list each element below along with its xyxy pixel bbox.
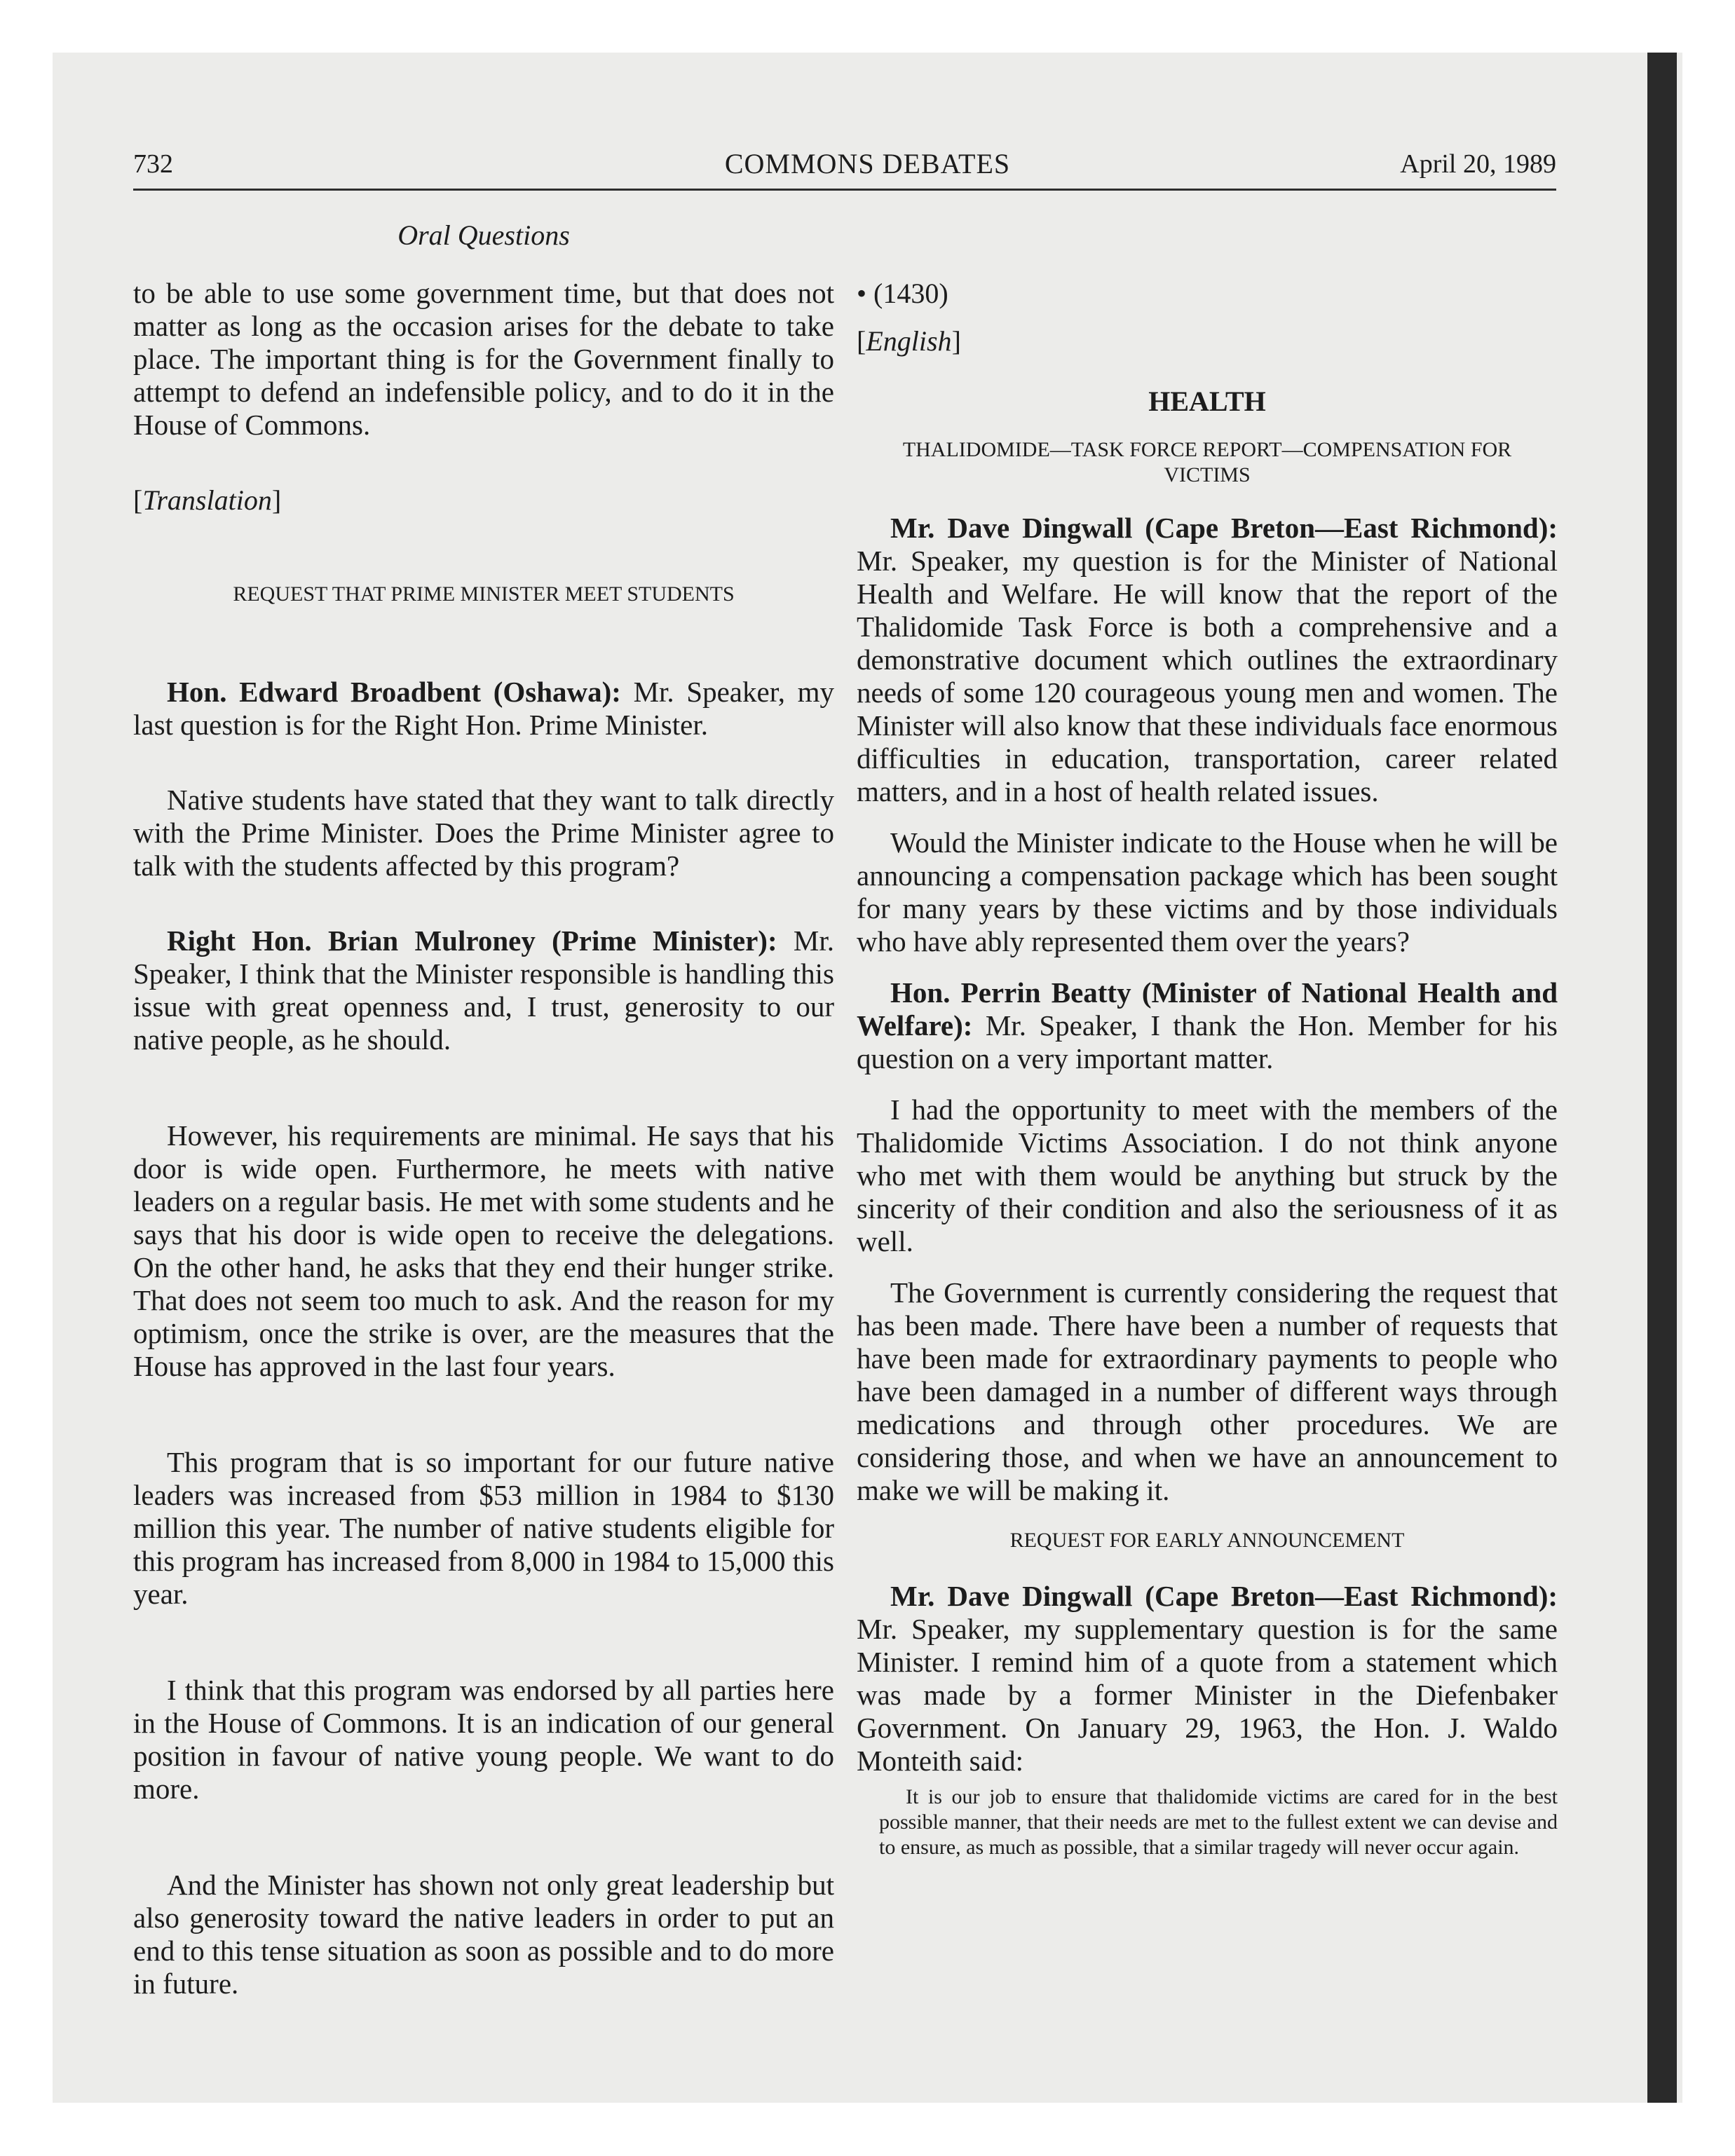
translation-tag-text: Translation bbox=[142, 484, 272, 516]
left-paragraph-6: This program that is so important for our future native leaders was increased from $53 million in 1984 to $130 million this year. The number of native students eligible for this program has increased from 8,000 in 1984 to 15,000 this year. bbox=[133, 1446, 834, 1610]
beatty-text: Mr. Speaker, I thank the Hon. Member for his question on a very important matter. bbox=[857, 1009, 1558, 1074]
speaker-dingwall-2: Mr. Dave Dingwall (Cape Breton—East Richmond): bbox=[890, 1580, 1558, 1612]
scan-edge bbox=[1647, 53, 1677, 2103]
left-paragraph-5: However, his requirements are minimal. He says that his door is wide open. Furthermore, he meets with native leaders on a regular basis. He met with some students and he says that his door is wide open to receive the delegations. On the other hand, he asks that they end their hunger strike. That does not seem too much to ask. And the reason for my optimism, once the strike is over, are the measures that the House has approved in the last four years. bbox=[133, 1119, 834, 1382]
heading-health: HEALTH bbox=[1148, 386, 1266, 417]
right-paragraph-dingwall-2 bbox=[857, 1580, 1558, 1778]
left-paragraph-3: Native students have stated that they want to talk directly with the Prime Minister. Does the Prime Minister agree to talk with the students affected by this program? bbox=[133, 784, 834, 882]
journal-title: COMMONS DEBATES bbox=[724, 148, 1011, 179]
speaker-dingwall: Mr. Dave Dingwall (Cape Breton—East Richmond): bbox=[890, 512, 1558, 544]
mulroney-text: Mr. Speaker, I think that the Minister responsible is handling this issue with great openness and, I trust, generosity to our native people, as he should. bbox=[133, 925, 834, 1056]
broadbent-text: Mr. Speaker, my last question is for the Right Hon. Prime Minister. bbox=[133, 676, 834, 741]
heading-request-meet-students: REQUEST THAT PRIME MINISTER MEET STUDENTS bbox=[233, 582, 735, 606]
right-column bbox=[857, 277, 1558, 1860]
left-paragraph-8: And the Minister has shown not only great leadership but also generosity toward the native leaders in order to put an end to this tense situation as soon as possible and to do more in future. bbox=[133, 1869, 834, 2000]
speaker-mulroney: Right Hon. Brian Mulroney (Prime Minister): bbox=[167, 925, 777, 957]
heading-early-announcement: REQUEST FOR EARLY ANNOUNCEMENT bbox=[1009, 1529, 1405, 1552]
right-paragraph-beatty bbox=[857, 976, 1558, 1075]
speaker-beatty: Hon. Perrin Beatty (Minister of National Health and Welfare): bbox=[857, 976, 1558, 1042]
page-number: 732 bbox=[133, 149, 173, 179]
subheading-thalidomide: THALIDOMIDE—TASK FORCE REPORT—COMPENSATION FOR VICTIMS bbox=[902, 438, 1512, 486]
right-paragraph-5: The Government is currently considering the request that has been made. There have been a number of requests that have been made for extraordinary payments to people who have been damaged in a number of different ways through medications and through other procedures. We are considering those, and when we have an announcement to make we will be making it. bbox=[857, 1276, 1558, 1506]
time-marker: • (1430) bbox=[857, 278, 948, 309]
page-date: April 20, 1989 bbox=[1400, 149, 1556, 179]
dingwall-text-1: Mr. Speaker, my question is for the Minister of National Health and Welfare. He will know that the report of the Thalidomide Task Force is both a comprehensive and a demonstrative document which outlines the extraordinary needs of some 120 courageous young men and women. The Minister will also know that these individuals face enormous difficulties in education, transportation, career related matters, and in a host of health related issues. bbox=[857, 545, 1558, 807]
english-tag: [English] bbox=[857, 325, 961, 357]
header-rule bbox=[133, 189, 1556, 191]
quote-monteith: It is our job to ensure that thalidomide victims are cared for in the best possible manner, that their needs are met to the fullest extent we can devise and to ensure, as much as possible, that a similar tragedy will never occur again. bbox=[879, 1785, 1558, 1859]
left-column bbox=[133, 277, 834, 2000]
dingwall-text-2: Mr. Speaker, my supplementary question is for the same Minister. I remind him of a quote from a statement which was made by a former Minister in the Diefenbaker Government. On January 29, 1963, the Hon. J. Waldo Monteith said: bbox=[857, 1613, 1558, 1777]
left-paragraph-7: I think that this program was endorsed by all parties here in the House of Commons. It is an indication of our general position in favour of native young people. We want to do more. bbox=[133, 1674, 834, 1805]
left-paragraph-mulroney bbox=[133, 925, 834, 1056]
left-paragraph-1: to be able to use some government time, but that does not matter as long as the occasion arises for the debate to take place. The important thing is for the Government finally to attempt to defend an indefensible policy, and to do it in the House of Commons. bbox=[133, 277, 834, 441]
right-paragraph-dingwall-1 bbox=[857, 512, 1558, 808]
translation-tag: [Translation] bbox=[133, 484, 282, 516]
english-tag-text: English bbox=[866, 325, 952, 357]
right-paragraph-2: Would the Minister indicate to the House when he will be announcing a compensation package which has been sought for many years by these victims and by those individuals who have ably represented them over the years? bbox=[857, 826, 1558, 957]
speaker-broadbent: Hon. Edward Broadbent (Oshawa): bbox=[167, 676, 621, 708]
left-paragraph-broadbent bbox=[133, 676, 834, 742]
section-header: Oral Questions bbox=[397, 219, 570, 251]
right-paragraph-4: I had the opportunity to meet with the members of the Thalidomide Victims Association. I do not think anyone who met with them would be anything but struck by the sincerity of their condition and also the seriousness of it as well. bbox=[857, 1093, 1558, 1257]
